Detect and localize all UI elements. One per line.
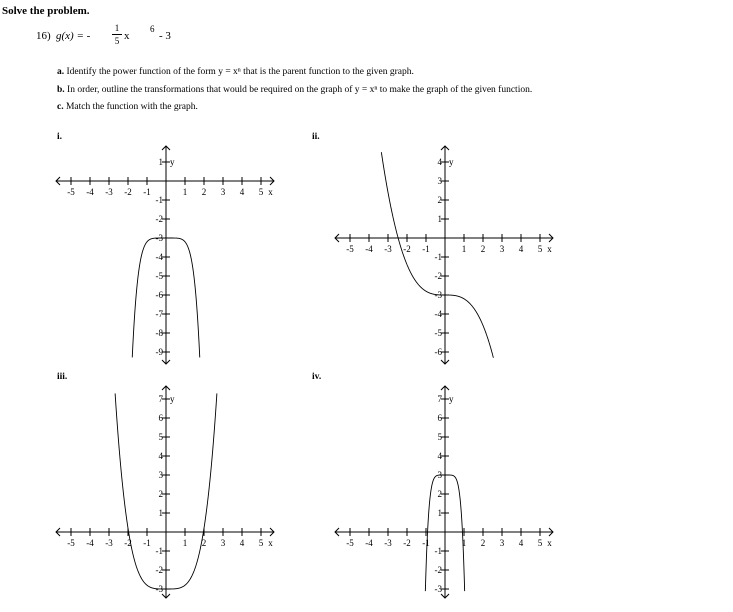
graph-iv-y-tick-label: 4	[437, 451, 442, 461]
graph-iv-y-tick-label: 6	[437, 413, 442, 423]
graph-iii	[56, 386, 274, 598]
graph-ii-x-tick-label: -2	[403, 244, 411, 254]
graph-ii-x-tick-label: 2	[480, 244, 486, 254]
graph-iv-x-tick-label: -3	[384, 538, 392, 548]
graph-i	[56, 146, 274, 364]
graph-ii-y-tick-label: 4	[437, 157, 442, 167]
graph-ii-y-tick-label: -1	[434, 252, 442, 262]
graph-iii-x-tick-label: 4	[239, 538, 245, 548]
graph-i-x-tick-label: 3	[220, 187, 226, 197]
graph-ii-y-axis-label: y	[449, 157, 454, 167]
graph-iv-y-tick-label: -2	[434, 565, 442, 575]
graph-iii-y-tick-label: 1	[158, 508, 163, 518]
graph-iii-y-tick-label: 3	[158, 470, 163, 480]
part-b-text: In order, outline the transformations that would be required on the graph of y = xⁿ to make the graph of the given function.	[67, 85, 533, 95]
graph-i-x-tick-label: 4	[239, 187, 245, 197]
part-a-label: a.	[57, 67, 65, 77]
graph-iv-x-tick-label: 2	[480, 538, 486, 548]
fraction-numerator: 1	[114, 23, 120, 33]
graph-iv-y-tick-label: -1	[434, 546, 442, 556]
graph-iv-y-tick-label: 7	[437, 394, 442, 404]
graph-iv-x-tick-label: -4	[365, 538, 373, 548]
graph-iv-x-tick-label: -2	[403, 538, 411, 548]
graph-iv-y-axis-label: y	[449, 394, 454, 404]
graph-i-x-tick-label: -2	[124, 187, 132, 197]
function-lhs: g(x) = -	[56, 30, 91, 42]
graph-ii-x-tick-label: 1	[461, 244, 467, 254]
function-constant: - 3	[159, 30, 171, 42]
graph-iv-y-tick-label: 2	[437, 489, 442, 499]
fraction-denominator: 5	[114, 36, 120, 46]
graph-iii-y-tick-label: -3	[155, 584, 163, 594]
graph-ii-x-tick-label: 5	[537, 244, 543, 254]
graph-ii-y-tick-label: -3	[434, 290, 442, 300]
function-variable: x	[124, 30, 130, 42]
graph-i-y-tick-label: -5	[155, 271, 163, 281]
graph-iv-x-tick-label: 4	[518, 538, 524, 548]
graph-iii-x-tick-label: -4	[86, 538, 94, 548]
graph-i-x-tick-label: -1	[143, 187, 151, 197]
graph-ii-y-tick-label: 2	[437, 195, 442, 205]
graph-iii-label: iii.	[57, 372, 68, 382]
graph-i-y-tick-label: -4	[155, 252, 163, 262]
graph-i-y-tick-label: -7	[155, 309, 163, 319]
graph-iv-label: iv.	[312, 372, 322, 382]
graph-i-y-axis-label: y	[170, 157, 175, 167]
part-c-text: Match the function with the graph.	[65, 102, 198, 112]
graph-ii-y-tick-label: 3	[437, 176, 442, 186]
problem-heading: Solve the problem.	[2, 5, 90, 17]
graph-i-y-tick-label: -6	[155, 290, 163, 300]
graph-i-x-tick-label: -3	[105, 187, 113, 197]
graph-ii-x-axis-label: x	[547, 244, 552, 254]
graph-i-x-tick-label: 1	[182, 187, 188, 197]
graph-i-label: i.	[57, 132, 63, 142]
graph-ii-y-tick-label: 1	[437, 214, 442, 224]
graph-iv-x-tick-label: -1	[422, 538, 430, 548]
part-c-label: c.	[57, 102, 64, 112]
graph-iv	[335, 386, 553, 598]
graph-iii-x-tick-label: -1	[143, 538, 151, 548]
graph-i-x-tick-label: 5	[258, 187, 264, 197]
graph-iv-x-tick-label: -5	[346, 538, 354, 548]
graph-ii-y-tick-label: -4	[434, 309, 442, 319]
graph-iv-y-tick-label: 1	[437, 508, 442, 518]
graph-ii-y-tick-label: -5	[434, 328, 442, 338]
graph-i-y-tick-label: -8	[155, 328, 163, 338]
graph-iii-y-tick-label: 5	[158, 432, 163, 442]
graph-i-y-tick-label: -1	[155, 195, 163, 205]
graph-iii-x-tick-label: -3	[105, 538, 113, 548]
graph-i-x-tick-label: -4	[86, 187, 94, 197]
graph-ii-label: ii.	[312, 132, 320, 142]
graph-i-y-tick-label: 1	[158, 157, 163, 167]
graph-iii-y-tick-label: 7	[158, 394, 163, 404]
part-b-label: b.	[57, 85, 65, 95]
graph-ii-x-tick-label: -4	[365, 244, 373, 254]
graph-iv-y-tick-label: 3	[437, 470, 442, 480]
graph-iv-x-tick-label: 1	[461, 538, 467, 548]
function-exponent: 6	[150, 24, 155, 34]
graph-i-x-axis-label: x	[268, 187, 273, 197]
graph-iii-x-tick-label: 5	[258, 538, 264, 548]
graph-iv-x-tick-label: 3	[499, 538, 505, 548]
graph-i-y-tick-label: -9	[155, 347, 163, 357]
graph-iii-y-tick-label: 6	[158, 413, 163, 423]
graph-ii-y-tick-label: -2	[434, 271, 442, 281]
graph-iii-x-axis-label: x	[268, 538, 273, 548]
graph-iii-y-tick-label: -1	[155, 546, 163, 556]
graph-iii-y-axis-label: y	[170, 394, 175, 404]
graph-iii-x-tick-label: 2	[201, 538, 207, 548]
graph-ii-x-tick-label: -5	[346, 244, 354, 254]
graph-ii	[335, 146, 553, 364]
graph-iv-y-tick-label: -3	[434, 584, 442, 594]
graph-iv-x-tick-label: 5	[537, 538, 543, 548]
graph-ii-x-tick-label: -3	[384, 244, 392, 254]
graph-iii-x-tick-label: 3	[220, 538, 226, 548]
graph-ii-x-tick-label: 3	[499, 244, 505, 254]
graph-iv-y-tick-label: 5	[437, 432, 442, 442]
graph-i-x-tick-label: -5	[67, 187, 75, 197]
graph-iii-x-tick-label: -2	[124, 538, 132, 548]
graph-i-y-tick-label: -2	[155, 214, 163, 224]
graph-iii-y-tick-label: 4	[158, 451, 163, 461]
graph-iii-x-tick-label: 1	[182, 538, 188, 548]
graph-iv-x-axis-label: x	[547, 538, 552, 548]
graph-i-x-tick-label: 2	[201, 187, 207, 197]
graph-ii-y-tick-label: -6	[434, 347, 442, 357]
graph-iii-x-tick-label: -5	[67, 538, 75, 548]
graph-iii-y-tick-label: 2	[158, 489, 163, 499]
graph-ii-x-tick-label: -1	[422, 244, 430, 254]
graph-ii-x-tick-label: 4	[518, 244, 524, 254]
part-a-text: Identify the power function of the form y = xⁿ that is the parent function to the given graph.	[66, 67, 414, 77]
graph-iii-y-tick-label: -2	[155, 565, 163, 575]
graph-i-y-tick-label: -3	[155, 233, 163, 243]
problem-number: 16)	[36, 30, 51, 42]
